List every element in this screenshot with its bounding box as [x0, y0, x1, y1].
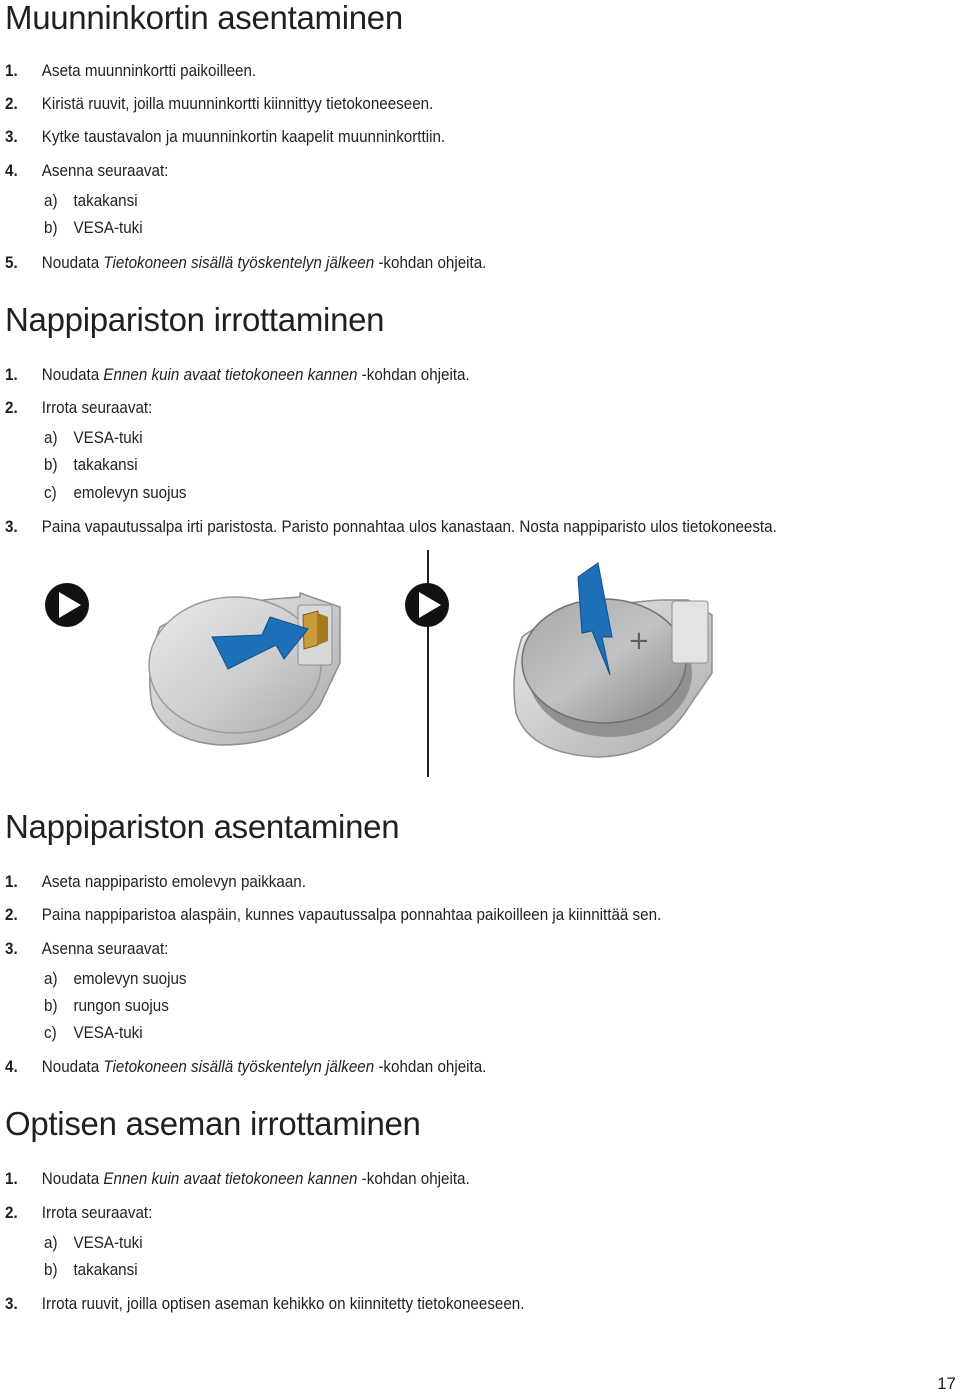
svg-text:+: + [628, 626, 650, 656]
play-icon [45, 583, 89, 627]
section-title: Nappipariston irrottaminen [5, 301, 385, 338]
link-reference: Ennen kuin avaat tietokoneen kannen [103, 1170, 358, 1188]
section-title: Nappipariston asentaminen [5, 808, 400, 845]
link-reference: Tietokoneen sisällä työskentelyn jälkeen [103, 1058, 375, 1076]
battery-removal-figure [0, 545, 960, 780]
battery-socket-after [514, 599, 712, 757]
link-reference: Tietokoneen sisällä työskentelyn jälkeen [103, 254, 375, 272]
link-reference: Ennen kuin avaat tietokoneen kannen [103, 366, 358, 384]
page-number: 17 [937, 1374, 956, 1393]
play-icon [405, 583, 449, 627]
battery-socket-before [149, 593, 340, 745]
section-title: Optisen aseman irrottaminen [5, 1105, 421, 1142]
section-title: Muunninkortin asentaminen [5, 0, 403, 36]
